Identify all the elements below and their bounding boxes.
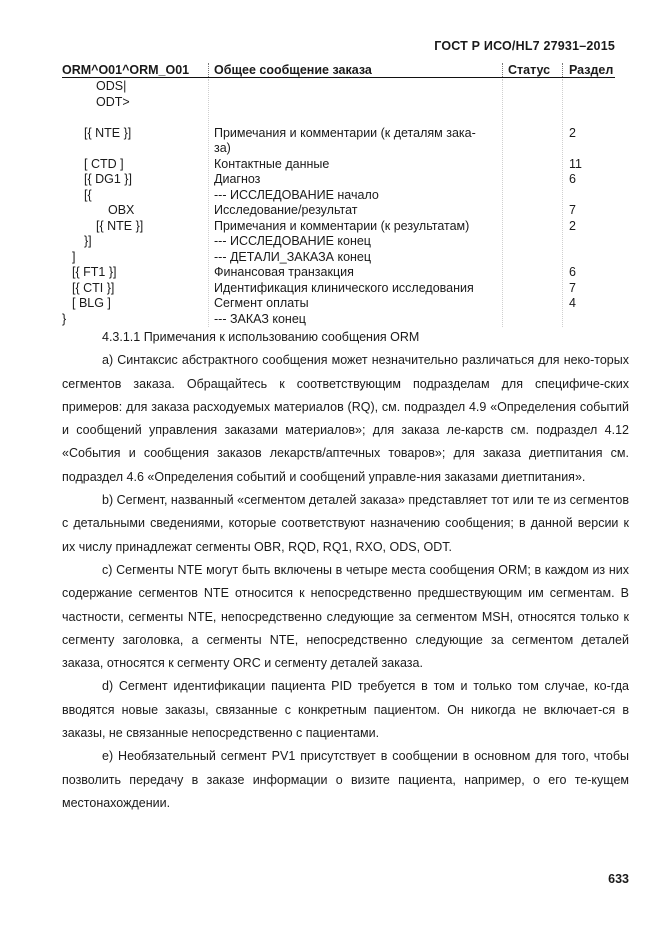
column-divider — [208, 79, 209, 327]
segment-cell: [{ FT1 }] — [72, 265, 117, 279]
segment-cell: } — [62, 311, 67, 326]
column-divider — [502, 79, 503, 327]
section-cell: 6 — [569, 172, 576, 186]
description-cell: --- ИССЛЕДОВАНИЕ начало — [214, 187, 379, 202]
description-cell: Сегмент оплаты — [214, 296, 309, 310]
column-header-status: Статус — [508, 63, 551, 77]
segment-cell: [ CTD ] — [84, 156, 124, 171]
segment-cell: [{ CTI }] — [72, 280, 115, 295]
description-cell: за) — [214, 141, 231, 155]
segment-cell: [ BLG ] — [72, 296, 111, 310]
section-cell: 11 — [569, 156, 582, 171]
description-cell: --- ДЕТАЛИ_ЗАКАЗА конец — [214, 249, 372, 264]
section-cell: 2 — [569, 125, 576, 140]
paragraph: d) Сегмент идентификации пациента PID требуется в том и только том случае, ко-гда вводятся новые заказы, связанные с конкретным пациентом. Он никогда не включает-ся в заказы, не связанные непосредственно с пациентами. — [62, 679, 629, 741]
body-text — [62, 326, 629, 815]
description-cell: Идентификация клинического исследования — [214, 280, 474, 295]
description-cell: Примечания и комментарии (к результатам) — [214, 218, 470, 233]
table-top-rule — [62, 77, 615, 78]
description-cell: Контактные данные — [214, 156, 330, 171]
section-cell: 7 — [569, 280, 576, 295]
document-header: ГОСТ Р ИСО/HL7 27931–2015 — [434, 39, 615, 53]
paragraph: e) Необязательный сегмент PV1 присутствует в сообщении в основном для того, чтобы позволить передачу в заказе информации о визите пациента, например, о его те-кущем местонахождении. — [62, 749, 629, 810]
segment-cell: }] — [84, 234, 92, 248]
segment-cell: [{ DG1 }] — [84, 172, 132, 186]
segment-cell: [{ NTE }] — [96, 218, 144, 233]
column-header-section: Раздел — [569, 63, 614, 77]
column-header-message: ORM^O01^ORM_O01 — [62, 63, 190, 77]
description-cell: Исследование/результат — [214, 203, 358, 217]
section-cell: 7 — [569, 203, 576, 217]
description-cell: Примечания и комментарии (к деталям зака- — [214, 125, 476, 140]
column-divider — [562, 79, 563, 327]
column-divider — [562, 63, 563, 77]
description-cell: Диагноз — [214, 172, 261, 186]
paragraph: c) Сегменты NTE могут быть включены в четыре места сообщения ORM; в каждом из них содержание сегментов NTE относится к непосредственно предшествующим им сегментам. В частности, сегменты NTE, непосредственно следующие за сегментом MSH, относятся только к сегменту заголовка, а сегменты NTE, непосредственно следующие за сегментом деталей заказа, относятся к сегменту ORC и сегменту деталей заказа. — [62, 562, 629, 671]
segment-cell: OBX — [108, 203, 135, 217]
segment-cell: [{ — [84, 187, 92, 202]
column-divider — [208, 63, 209, 77]
paragraph: а) Синтаксис абстрактного сообщения может незначительно различаться для неко-торых сегментов заказа. Обращайтесь к соответствующим подразделам для специфиче-ских примеров: для заказа расходуемых материалов (RQ), см. подраздел 4.9 «Определения событий и сообщений управления заказами материалов»; для заказа ле-карств см. подраздел 4.12 «События и сообщения заказов лекарств/аптечных товаров»; для заказа диетпитания см. подраздел 4.6 «Определения событий и сообщений управле-ния заказами диетпитания». — [62, 353, 629, 484]
section-cell: 6 — [569, 265, 576, 279]
column-divider — [502, 63, 503, 77]
description-cell: --- ИССЛЕДОВАНИЕ конец — [214, 234, 371, 248]
segment-cell: [{ NTE }] — [84, 125, 132, 140]
section-cell: 2 — [569, 218, 576, 233]
description-cell: --- ЗАКАЗ конец — [214, 311, 306, 326]
segment-cell: ODS| — [96, 79, 127, 93]
section-cell: 4 — [569, 296, 576, 310]
column-header-description: Общее сообщение заказа — [214, 63, 372, 77]
segment-cell: ] — [72, 249, 76, 264]
description-cell: Финансовая транзакция — [214, 265, 354, 279]
segment-cell: ODT> — [96, 94, 130, 109]
paragraph: b) Сегмент, названный «сегментом деталей заказа» представляет тот или те из сегментов с детальными сведениями, которые соответствуют назначению сообщения; в данной версии к их числу принадлежат сегменты OBR, RQD, RQ1, RXO, ODS, ODT. — [62, 493, 629, 554]
section-heading: 4.3.1.1 Примечания к использованию сообщения ORM — [102, 330, 420, 344]
page-number: 633 — [608, 872, 629, 886]
